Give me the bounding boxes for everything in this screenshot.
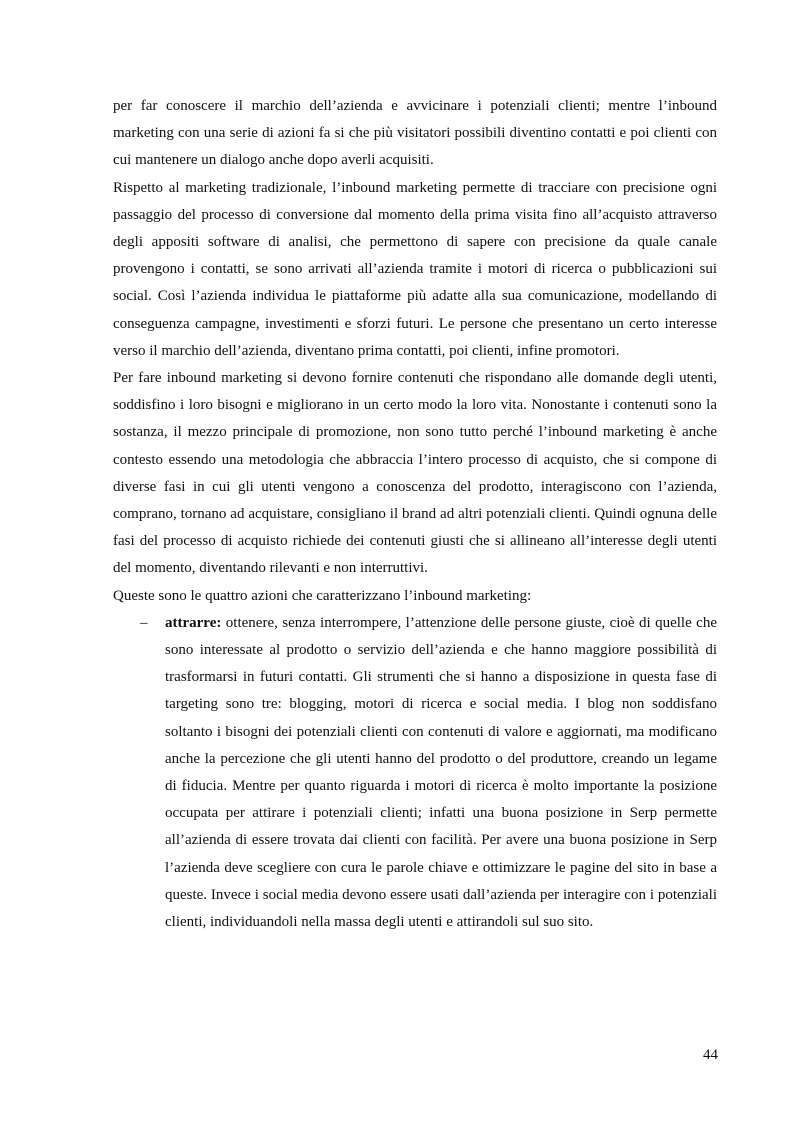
bullet-term: attrarre: (165, 614, 222, 631)
bullet-text: ottenere, senza interrompere, l’attenzione delle persone giuste, cioè di quelle che sono interessate al prodotto o servizio dell’azienda e che hanno maggiore possibilità di trasformarsi in futuri contatti. Gli strumenti che si hanno a disposizione in questa fase di targeting sono tre: blogging, motori di ricerca e social media. I blog non soddisfano soltanto i bisogni dei potenziali clienti con contenuti di valore e aggiornati, ma modificano anche la percezione che gli utenti hanno del prodotto o del produttore, creando un legame di fiducia. Mentre per quanto riguarda i motori di ricerca è molto importante la posizione occupata per attirare i potenziali clienti; infatti una buona posizione in Serp permette all’azienda di essere trovata dai clienti con facilità. Per avere una buona posizione in Serp l’azienda deve scegliere con cura le parole chiave e ottimizzare le pagine del sito in base a queste. Invece i social media devono essere usati dall’azienda per interagire con i potenziali clienti, individuandoli nella massa degli utenti e attirandoli sul suo sito. (165, 614, 717, 931)
page-number: 44 (703, 1047, 718, 1063)
list-item-attrarre (113, 610, 717, 936)
dash-bullet-icon: – (140, 614, 148, 631)
paragraph-traditional-vs-inbound: Rispetto al marketing tradizionale, l’inbound marketing permette di tracciare con precisione ogni passaggio del processo di conversione dal momento della prima visita fino all’acquisto attraverso degli appositi software di analisi, che permettono di sapere con precisione da quale canale provengono i contatti, se sono arrivati all’azienda tramite i motori di ricerca o pubblicazioni sui social. Così l’azienda individua le piattaforme più adatte alla sua comunicazione, modellando di conseguenza campagne, investimenti e sforzi futuri. Le persone che presentano un certo interesse verso il marchio dell’azienda, diventano prima contatti, poi clienti, infine promotori. (113, 179, 717, 359)
actions-list (113, 610, 717, 936)
paragraph-contents: Per fare inbound marketing si devono fornire contenuti che rispondano alle domande degli utenti, soddisfino i loro bisogni e migliorano in un certo modo la loro vita. Nonostante i contenuti sono la sostanza, il mezzo principale di promozione, non sono tutto perché l’inbound marketing è anche contesto essendo una metodologia che abbraccia l’intero processo di acquisto, che si compone di diverse fasi in cui gli utenti vengono a conoscenza del prodotto, interagiscono con l’azienda, comprano, tornano ad acquistare, consigliano il brand ad altri potenziali clienti. Quindi ognuna delle fasi del processo di acquisto richiede dei contenuti giusti che si allineano all’interesse degli utenti del momento, diventando rilevanti e non interruttivi. (113, 370, 717, 577)
paragraph-continuation: per far conoscere il marchio dell’azienda e avvicinare i potenziali clienti; mentre l’inbound marketing con una serie di azioni fa si che più visitatori possibili diventino contatti e poi clienti con cui mantenere un dialogo anche dopo averli acquisiti. (113, 98, 717, 169)
page-body (113, 93, 717, 936)
paragraph-four-actions-intro: Queste sono le quattro azioni che caratterizzano l’inbound marketing: (113, 587, 532, 604)
